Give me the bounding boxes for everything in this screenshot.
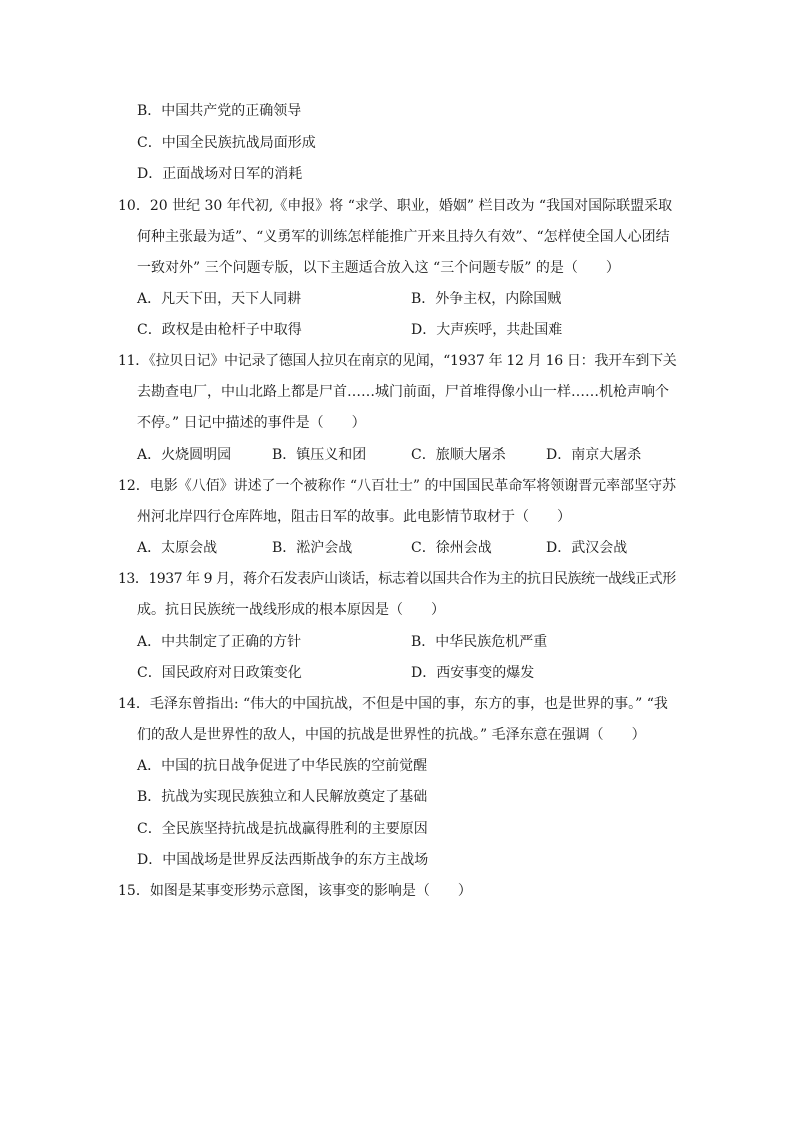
- q11-stem-line-2: 去勘查电厂，中山北路上都是尸首……城门前面，尸首堆得像小山一样……机枪声响个: [137, 384, 669, 400]
- q10-option-c: C．政权是由枪杆子中取得: [137, 322, 302, 338]
- q12-option-a: A．太原会战: [137, 540, 218, 556]
- q10-stem-line-3: 一致对外” 三个问题专版，以下主题适合放入这 “三个问题专版” 的是（ ）: [137, 260, 620, 276]
- q14-stem-line-2: 们的敌人是世界性的敌人，中国的抗战是世界性的抗战。” 毛泽东意在强调（ ）: [137, 727, 646, 743]
- q10-option-d: D．大声疾呼，共赴国难: [411, 322, 563, 338]
- q12-stem-line-1: 12．电影《八佰》讲述了一个被称作 “八百壮士” 的中国国民革命军将领谢晋元率部坚守苏: [118, 478, 677, 494]
- q13-option-a: A．中共制定了正确的方针: [137, 634, 302, 650]
- q14-stem-line-1: 14．毛泽东曾指出: “伟大的中国抗战，不但是中国的事，东方的事，也是世界的事。” “我: [118, 696, 668, 712]
- q10-stem-line-1: 10．20 世纪 30 年代初,《申报》将 “求学、职业，婚姻” 栏目改为 “我国对国际联盟采取: [118, 198, 673, 214]
- q13-stem-line-2: 成。抗日民族统一战线形成的根本原因是（ ）: [137, 602, 445, 618]
- q13-option-d: D．西安事变的爆发: [411, 665, 535, 681]
- q14-option-a: A．中国的抗日战争促进了中华民族的空前觉醒: [137, 758, 428, 774]
- q11-option-b: B．镇压义和团: [272, 447, 367, 463]
- q15-stem-line-1: 15．如图是某事变形势示意图，该事变的影响是（ ）: [118, 883, 472, 899]
- q11-stem-line-1: 11．《拉贝日记》中记录了德国人拉贝在南京的见闻，“1937 年 12 月 16 日：我开车到下关: [118, 353, 677, 369]
- q10-stem-line-2: 何种主张最为适”、“义勇军的训练怎样能推广开来且持久有效”、“怎样使全国人心团结: [137, 229, 670, 245]
- q12-stem-line-2: 州河北岸四行仓库阵地，阻击日军的故事。此电影情节取材于（ ）: [137, 509, 571, 525]
- q10-option-a: A．凡天下田，天下人同耕: [137, 291, 302, 307]
- q12-option-d: D．武汉会战: [546, 540, 628, 556]
- q11-option-a: A．火烧圆明园: [137, 447, 232, 463]
- q11-option-c: C．旅顺大屠杀: [411, 447, 506, 463]
- q11-stem-line-3: 不停。” 日记中描述的事件是（ ）: [137, 415, 366, 431]
- q9-option-d: D．正面战场对日军的消耗: [137, 166, 303, 182]
- q13-option-b: B．中华民族危机严重: [411, 634, 548, 650]
- q11-option-d: D．南京大屠杀: [546, 447, 642, 463]
- q9-option-c: C．中国全民族抗战局面形成: [137, 135, 316, 151]
- q12-option-b: B．淞沪会战: [272, 540, 353, 556]
- q9-option-b: B．中国共产党的正确领导: [137, 103, 302, 119]
- q14-option-d: D．中国战场是世界反法西斯战争的东方主战场: [137, 852, 429, 868]
- q14-option-c: C．全民族坚持抗战是抗战赢得胜利的主要原因: [137, 821, 428, 837]
- q10-option-b: B．外争主权，内除国贼: [411, 291, 562, 307]
- q14-option-b: B．抗战为实现民族独立和人民解放奠定了基础: [137, 789, 428, 805]
- q13-option-c: C．国民政府对日政策变化: [137, 665, 302, 681]
- q12-option-c: C．徐州会战: [411, 540, 492, 556]
- q13-stem-line-1: 13．1937 年 9 月，蒋介石发表庐山谈话，标志着以国共合作为主的抗日民族统一战线正式形: [118, 571, 676, 587]
